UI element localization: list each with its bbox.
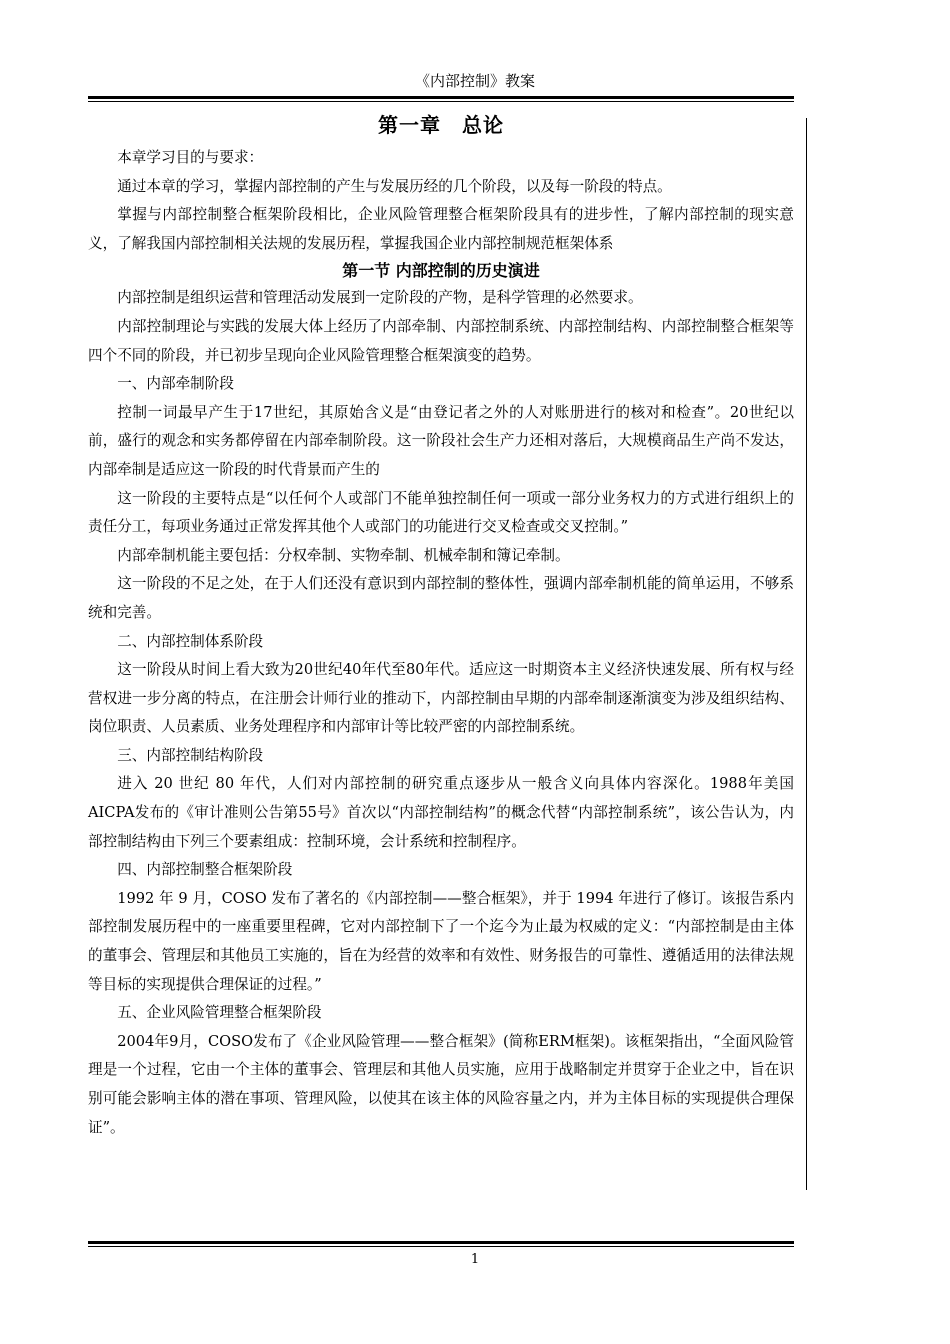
chapter-title: 第一章 总论 xyxy=(378,113,504,137)
subsection-heading: 二、内部控制体系阶段 xyxy=(117,632,264,650)
body-paragraph: 内部控制是组织运营和管理活动发展到一定阶段的产物，是科学管理的必然要求。 xyxy=(117,289,643,307)
body-paragraph: 进入 20 世纪 80 年代，人们对内部控制的研究重点逐步从一般含义向具体内容深化。1988年美国AICPA发布的《审计准则公告第55号》首次以“内部控制结构”的概念代替“内部控制系统”，该公告认为，内部控制结构由下列三个要素组成：控制环境，会计系统和控制程序。 xyxy=(88,775,794,850)
body-paragraph: 内部牵制机能主要包括：分权牵制、实物牵制、机械牵制和簿记牵制。 xyxy=(117,546,570,564)
header-title: 《内部控制》教案 xyxy=(414,72,535,90)
subsection-heading: 四、内部控制整合框架阶段 xyxy=(117,861,293,879)
subsection-heading: 三、内部控制结构阶段 xyxy=(117,746,264,764)
subsection-heading: 一、内部牵制阶段 xyxy=(117,375,234,393)
intro-paragraph: 通过本章的学习，掌握内部控制的产生与发展历经的几个阶段，以及每一阶段的特点。 xyxy=(117,177,672,195)
intro-paragraph: 掌握与内部控制整合框架阶段相比，企业风险管理整合框架阶段具有的进步性，了解内部控制的现实意义，了解我国内部控制相关法规的发展历程，掌握我国企业内部控制规范框架体系 xyxy=(88,206,794,252)
section-title: 第一节 内部控制的历史演进 xyxy=(342,261,540,281)
header-rule-thick xyxy=(88,96,794,99)
footer-rule-thick xyxy=(88,1241,794,1244)
body-paragraph: 这一阶段的主要特点是“以任何个人或部门不能单独控制任何一项或一部分业务权力的方式进行组织上的责任分工，每项业务通过正常发挥其他个人或部门的功能进行交叉检查或交叉控制。” xyxy=(88,489,794,536)
intro-paragraph: 本章学习目的与要求： xyxy=(117,149,264,166)
page-content xyxy=(88,108,794,1142)
body-paragraph: 2004年9月，COSO发布了《企业风险管理——整合框架》(简称ERM框架)。该框架指出，“全面风险管理是一个过程，它由一个主体的董事会、管理层和其他人员实施，应用于战略制定并贯穿于企业之中，旨在识别可能会影响主体的潜在事项、管理风险，以使其在该主体的风险容量之内，并为主体目标的实现提供合理保证”。 xyxy=(88,1032,794,1136)
footer-rule-thin xyxy=(88,1246,794,1247)
body-paragraph: 这一阶段的不足之处，在于人们还没有意识到内部控制的整体性，强调内部牵制机能的简单运用，不够系统和完善。 xyxy=(88,575,794,621)
body-paragraph: 1992 年 9 月，COSO 发布了著名的《内部控制——整合框架》，并于 1994 年进行了修订。该报告系内部控制发展历程中的一座重要里程碑，它对内部控制下了一个迄今为止最为权威的定义：“内部控制是由主体的董事会、管理层和其他员工实施的，旨在为经营的效率和有效性、财务报告的可靠性、遵循适用的法律法规等目标的实现提供合理保证的过程。” xyxy=(88,889,794,993)
body-paragraph: 内部控制理论与实践的发展大体上经历了内部牵制、内部控制系统、内部控制结构、内部控制整合框架等四个不同的阶段，并已初步呈现向企业风险管理整合框架演变的趋势。 xyxy=(88,317,794,364)
page-number: 1 xyxy=(470,1252,480,1267)
body-paragraph: 控制一词最早产生于17世纪，其原始含义是“由登记者之外的人对账册进行的核对和检查”。20世纪以前，盛行的观念和实务都停留在内部牵制阶段。这一阶段社会生产力还相对落后，大规模商品生产尚不发达，内部牵制是适应这一阶段的时代背景而产生的 xyxy=(88,403,794,478)
body-paragraph: 这一阶段从时间上看大致为20世纪40年代至80年代。适应这一时期资本主义经济快速发展、所有权与经营权进一步分离的特点，在注册会计师行业的推动下，内部控制由早期的内部牵制逐渐演变为涉及组织结构、岗位职责、人员素质、业务处理程序和内部审计等比较严密的内部控制系统。 xyxy=(88,661,794,736)
header-rule-thin xyxy=(88,101,794,102)
margin-rule xyxy=(806,118,807,1190)
subsection-heading: 五、企业风险管理整合框架阶段 xyxy=(117,1004,322,1022)
